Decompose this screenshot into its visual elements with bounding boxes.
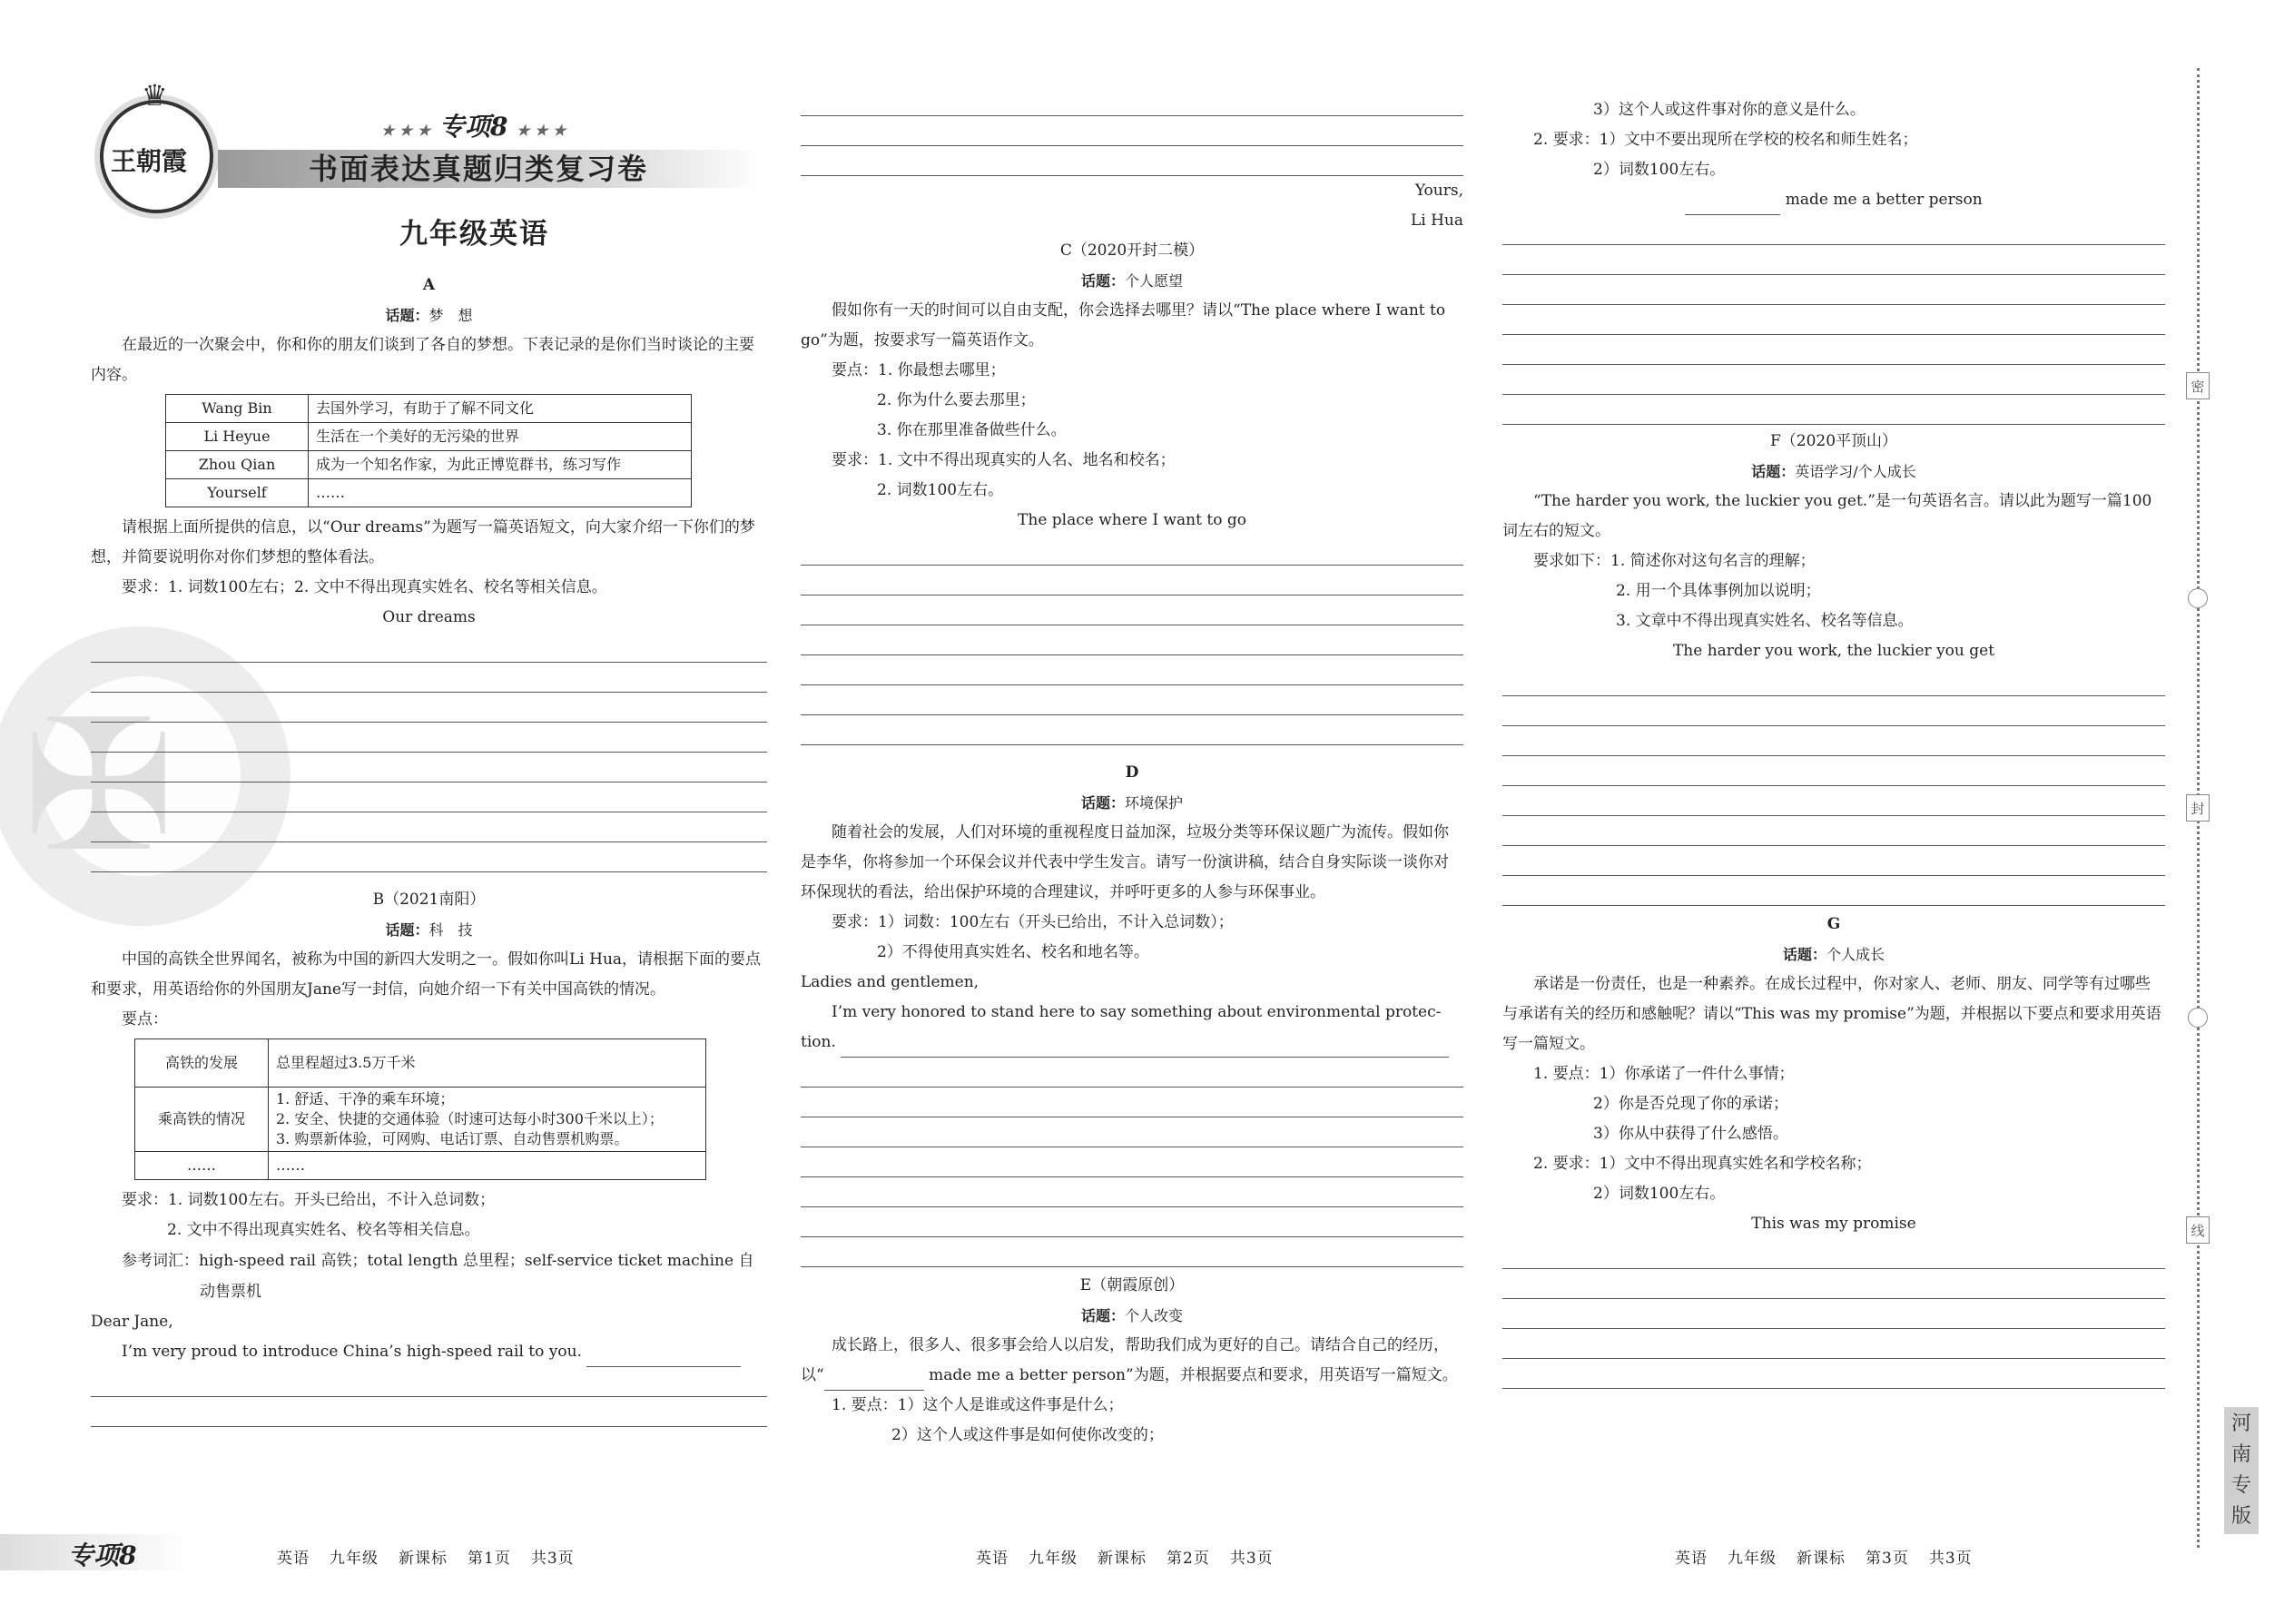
- section-d-label: D: [1125, 763, 1139, 782]
- table-row: 乘高铁的情况 1. 舒适、干净的乘车环境； 2. 安全、快捷的交通体验（时速可达每小时300千米以上）； 3. 购票新体验，可网购、电话订票、自动售票机购票。: [135, 1088, 706, 1152]
- section-g-intro: 承诺是一份责任，也是一种素养。在成长过程中，你对家人、老师、朋友、同学等有过哪些与承诺有关的经历和感触呢？请以“This was my promise”为题，并根据以下要点和要求用英语写一篇短文。: [1502, 975, 2161, 1053]
- stars-right: ★ ★ ★: [517, 122, 566, 139]
- logo-crown-icon: ♛: [142, 78, 168, 113]
- table-row: 高铁的发展 总里程超过3.5万千米: [135, 1039, 706, 1088]
- section-c-writing-lines[interactable]: [801, 536, 1463, 745]
- section-f-req-1: 要求如下：1. 简述你对这句名言的理解；: [1533, 552, 1816, 570]
- table-row: …… ……: [135, 1152, 706, 1180]
- section-f-label: F（2020平顶山）: [1769, 432, 1898, 450]
- section-f-intro: “The harder you work, the luckier you get.”是一句英语名言。请以此为题写一篇100词左右的短文。: [1502, 492, 2152, 540]
- section-c-point-3: 3. 你在那里准备做些什么。: [877, 421, 1067, 439]
- section-d-intro: 随着社会的发展，人们对环境的重视程度日益加深，垃圾分类等环保议题广为流传。假如你是李华，你将参加一个环保会议并代表中学生发言。请写一份演讲稿，结合自身实际谈一谈你对环保现状的看法，给出保护环境的合理建议，并呼吁更多的人参与环保事业。: [801, 823, 1449, 901]
- section-f-writing-lines[interactable]: [1502, 666, 2165, 906]
- section-c-intro: 假如你有一天的时间可以自由支配，你会选择去哪里？请以“The place where I want to go”为题，按要求写一篇英语作文。: [801, 301, 1446, 349]
- section-c-point-1: 要点：1. 你最想去哪里；: [832, 361, 1006, 379]
- section-e-topic: 话题：个人改变: [1080, 1307, 1184, 1324]
- watermark-glyph: ✠: [23, 681, 175, 892]
- section-e-point-3: 3）这个人或这件事对你的意义是什么。: [1593, 101, 1866, 119]
- section-b-vocab: 参考词汇：high-speed rail 高铁；total length 总里程；self-service ticket machine 自动售票机: [122, 1252, 754, 1301]
- section-d-topic: 话题：环境保护: [1080, 794, 1184, 812]
- section-b-table: [134, 1038, 706, 1180]
- letter-closing: Yours,: [1414, 182, 1463, 200]
- section-a-essay-title: Our dreams: [382, 608, 476, 626]
- section-b-continued-lines[interactable]: [801, 86, 1463, 176]
- section-b-label: B（2021南阳）: [372, 891, 486, 909]
- section-g-point-1: 1. 要点：1）你承诺了一件什么事情；: [1533, 1065, 1795, 1083]
- letter-name: Li Hua: [1410, 212, 1463, 230]
- section-d-salutation: Ladies and gentlemen,: [801, 973, 980, 991]
- table-row: Wang Bin 去国外学习，有助于了解不同文化: [166, 395, 692, 423]
- footer-page-3: 英语 九年级 新课标 第3页 共3页: [1675, 1550, 1973, 1568]
- seal-mark-mi: 密: [2186, 372, 2210, 399]
- table-row: Yourself ……: [166, 479, 692, 507]
- section-a-requirement: 要求：1. 词数100左右；2. 文中不得出现真实姓名、校名等相关信息。: [122, 578, 607, 596]
- section-e-point-1: 1. 要点：1）这个人是谁或这件事是什么；: [832, 1396, 1124, 1414]
- section-e-essay-title-row: made me a better person: [1502, 185, 2165, 215]
- section-a-instruction: 请根据上面所提供的信息，以“Our dreams”为题写一篇英语短文，向大家介绍一下你们的梦想，并简要说明你对你们梦想的整体看法。: [91, 518, 755, 566]
- table-row: Li Heyue 生活在一个美好的无污染的世界: [166, 423, 692, 451]
- seal-mark-xian: 线: [2186, 1216, 2210, 1244]
- section-d-opening-row: tion.: [801, 1028, 1463, 1058]
- footer-page-1: 英语 九年级 新课标 第1页 共3页: [277, 1550, 575, 1568]
- section-c-point-2: 2. 你为什么要去那里；: [877, 391, 1036, 409]
- province-edition-badge: 河 南 专 版: [2224, 1407, 2259, 1534]
- section-d-req-2: 2）不得使用真实姓名、校名和地名等。: [877, 943, 1149, 961]
- section-e-intro: 成长路上，很多人、很多事会给人以启发，帮助我们成为更好的自己。请结合自己的经历，以“ made me a better person”为题，并根据要点和要求，用英语写一篇短文。: [801, 1331, 1463, 1391]
- header-tag-row: [381, 107, 566, 143]
- section-b-req1: 要求：1. 词数100左右。开头已给出，不计入总词数；: [122, 1191, 496, 1209]
- section-d-writing-lines[interactable]: [801, 1058, 1463, 1267]
- section-b-topic: 话题：科 技: [385, 921, 473, 939]
- section-a-intro: 在最近的一次聚会中，你和你的朋友们谈到了各自的梦想。下表记录的是你们当时谈论的主要内容。: [91, 336, 754, 384]
- section-c-req-2: 2. 词数100左右。: [877, 481, 1004, 499]
- section-a-topic: 话题：梦 想: [385, 307, 473, 324]
- section-b-opening-row: I’m very proud to introduce China’s high-speed rail to you.: [91, 1337, 767, 1367]
- section-b-points-label: 要点：: [122, 1010, 168, 1029]
- section-c-req-1: 要求：1. 文中不得出现真实的人名、地名和校名；: [832, 451, 1176, 469]
- section-e-req-1: 2. 要求：1）文中不要出现所在学校的校名和师生姓名；: [1533, 131, 1918, 149]
- seal-hole-icon: [2188, 588, 2208, 608]
- section-e-point-2: 2）这个人或这件事是如何使你改变的；: [891, 1426, 1164, 1444]
- section-g-point-2: 2）你是否兑现了你的承诺；: [1593, 1095, 1788, 1113]
- section-e-writing-lines[interactable]: [1502, 215, 2165, 425]
- stars-left: ★ ★ ★: [381, 122, 431, 139]
- section-c-label: C（2020开封二模）: [1059, 241, 1205, 260]
- section-c-topic: 话题：个人愿望: [1080, 272, 1184, 290]
- section-f-topic: 话题：英语学习/个人成长: [1751, 463, 1916, 480]
- section-g-point-3: 3）你从中获得了什么感悟。: [1593, 1125, 1788, 1143]
- section-a-writing-lines[interactable]: [91, 633, 767, 872]
- seal-mark-feng: 封: [2186, 794, 2210, 822]
- section-d-opening: I’m very honored to stand here to say something about environmental protec-: [832, 1003, 1442, 1021]
- section-g-req-1: 2. 要求：1）文中不得出现真实姓名和学校名称；: [1533, 1155, 1872, 1173]
- table-row: Zhou Qian 成为一个知名作家，为此正博览群书，练习写作: [166, 451, 692, 479]
- grade-title: 九年级英语: [399, 218, 549, 251]
- series-tag: 专项8: [438, 112, 508, 142]
- seal-hole-icon: [2188, 1008, 2208, 1028]
- section-f-essay-title: The harder you work, the luckier you get: [1672, 642, 1995, 660]
- section-b-req2: 2. 文中不得出现真实姓名、校名等相关信息。: [167, 1221, 480, 1239]
- logo-name: 王朝霞: [111, 146, 188, 176]
- section-f-req-3: 3. 文章中不得出现真实姓名、校名等信息。: [1616, 612, 1914, 630]
- footer-page-2: 英语 九年级 新课标 第2页 共3页: [976, 1550, 1274, 1568]
- section-b-salutation: Dear Jane,: [91, 1313, 173, 1331]
- section-c-essay-title: The place where I want to go: [1018, 511, 1246, 529]
- section-e-label: E（朝霞原创）: [1079, 1276, 1185, 1294]
- section-g-topic: 话题：个人成长: [1782, 946, 1885, 963]
- banner-title: 书面表达真题归类复习卷: [309, 152, 649, 186]
- section-g-essay-title: This was my promise: [1751, 1215, 1916, 1233]
- section-b-intro: 中国的高铁全世界闻名，被称为中国的新四大发明之一。假如你叫Li Hua，请根据下面的要点和要求，用英语给你的外国朋友Jane写一封信，向她介绍一下有关中国高铁的情况。: [91, 950, 762, 999]
- section-e-req-2: 2）词数100左右。: [1593, 161, 1726, 179]
- section-d-req-1: 要求：1）词数：100左右（开头已给出，不计入总词数）；: [832, 913, 1234, 931]
- section-a-label: A: [422, 276, 436, 294]
- section-g-req-2: 2）词数100左右。: [1593, 1185, 1726, 1203]
- section-g-label: G: [1826, 915, 1841, 933]
- footer-tag: 专项8: [68, 1540, 137, 1570]
- logo: [100, 78, 213, 213]
- section-g-writing-lines[interactable]: [1502, 1239, 2165, 1389]
- section-b-writing-lines[interactable]: [91, 1367, 767, 1427]
- section-a-table: [165, 394, 692, 507]
- section-f-req-2: 2. 用一个具体事例加以说明；: [1616, 582, 1821, 600]
